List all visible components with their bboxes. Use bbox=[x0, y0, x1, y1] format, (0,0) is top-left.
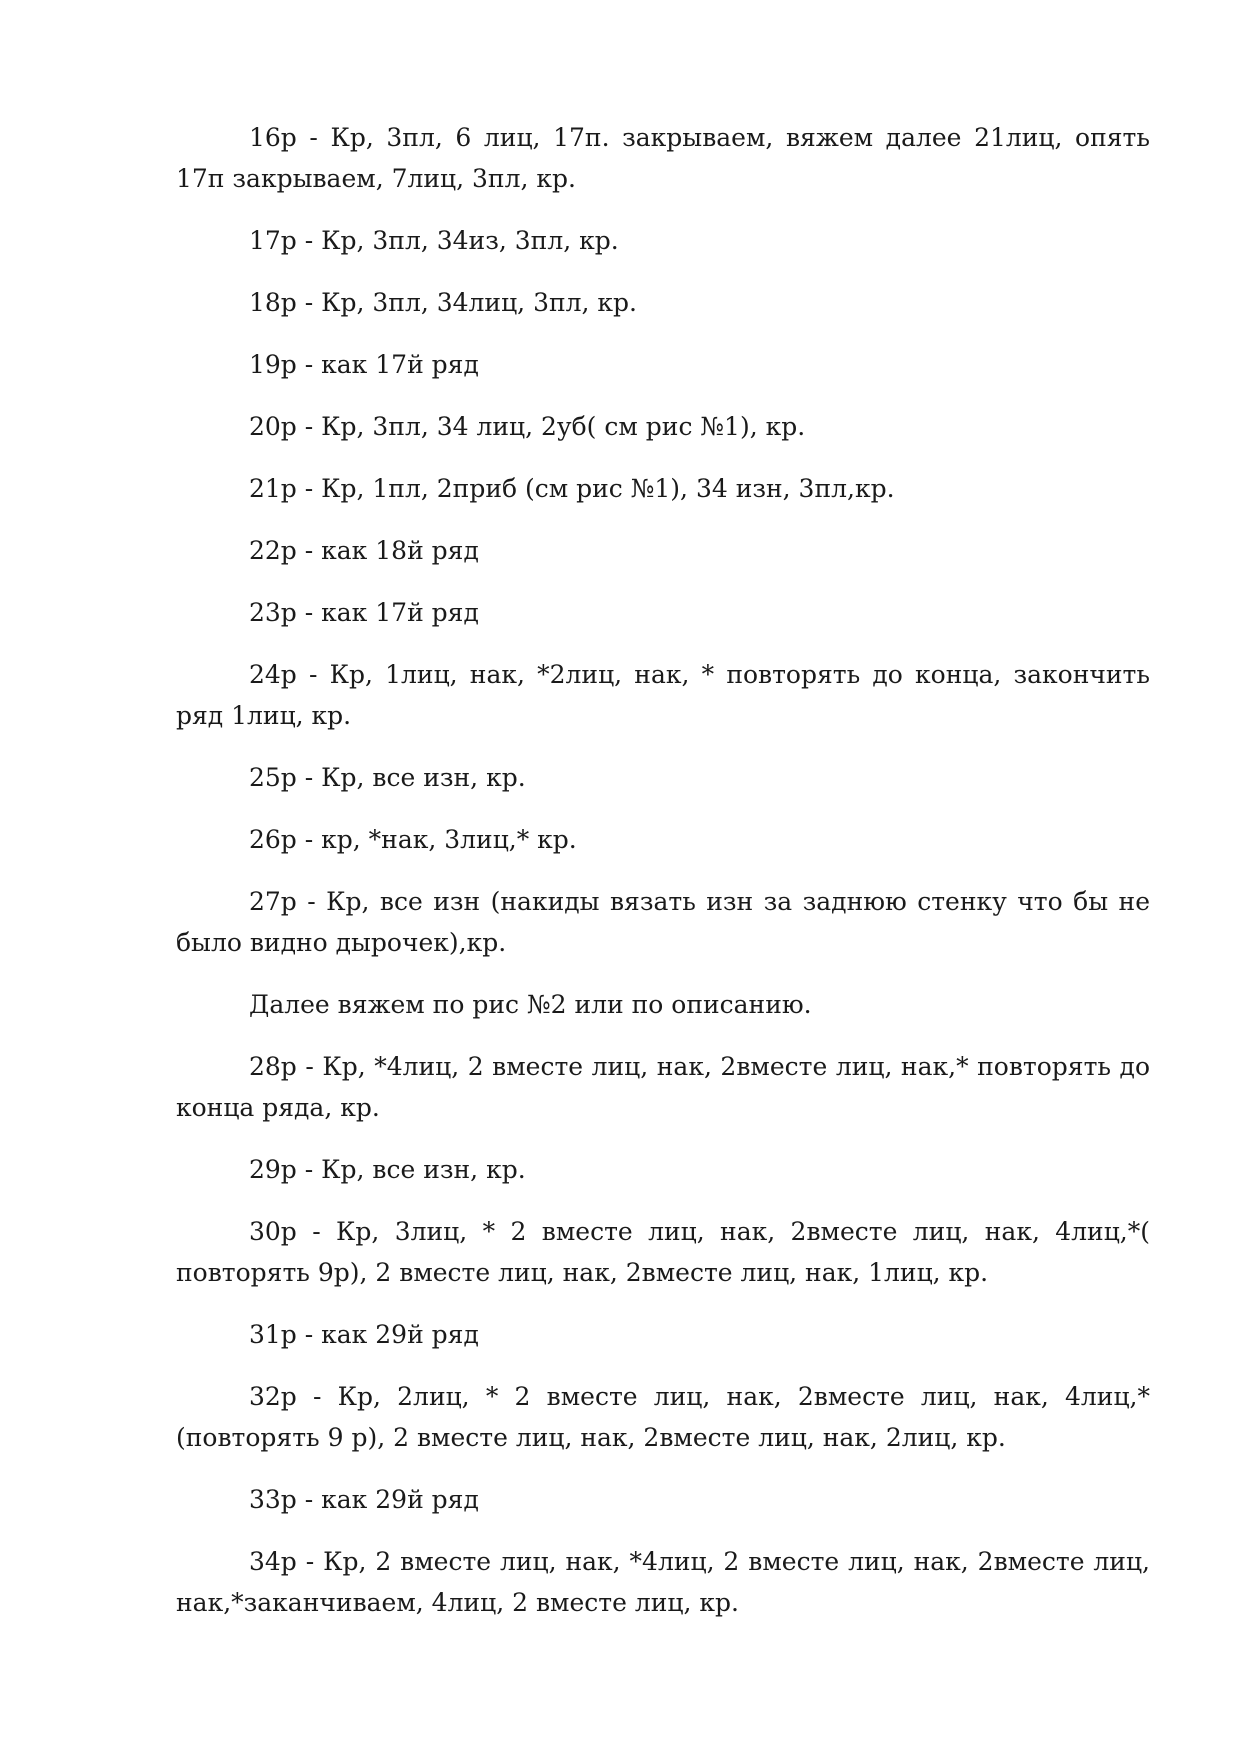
paragraph-row-28: 28р - Кр, *4лиц, 2 вместе лиц, нак, 2вместе лиц, нак,* повторять до конца ряда, кр. bbox=[176, 1052, 1150, 1122]
paragraph-row-20: 20р - Кр, 3пл, 34 лиц, 2уб( см рис №1), кр. bbox=[249, 412, 806, 441]
paragraph-row-19: 19р - как 17й ряд bbox=[249, 350, 479, 379]
paragraph-pattern-note: Далее вяжем по рис №2 или по описанию. bbox=[249, 990, 812, 1019]
document-body bbox=[176, 117, 1150, 1644]
paragraph-row-24: 24р - Кр, 1лиц, нак, *2лиц, нак, * повторять до конца, закончить ряд 1лиц, кр. bbox=[176, 660, 1150, 730]
paragraph-row-33: 33р - как 29й ряд bbox=[249, 1485, 479, 1514]
paragraph-row-23: 23р - как 17й ряд bbox=[249, 598, 479, 627]
paragraph-row-29: 29р - Кр, все изн, кр. bbox=[249, 1155, 526, 1184]
paragraph-row-27: 27р - Кр, все изн (накиды вязать изн за заднюю стенку что бы не было видно дырочек),кр. bbox=[176, 887, 1150, 957]
paragraph-row-22: 22р - как 18й ряд bbox=[249, 536, 479, 565]
paragraph-row-25: 25р - Кр, все изн, кр. bbox=[249, 763, 526, 792]
paragraph-row-21: 21р - Кр, 1пл, 2приб (см рис №1), 34 изн, 3пл,кр. bbox=[249, 474, 895, 503]
paragraph-row-26: 26р - кр, *нак, 3лиц,* кр. bbox=[249, 825, 577, 854]
paragraph-row-18: 18р - Кр, 3пл, 34лиц, 3пл, кр. bbox=[249, 288, 637, 317]
paragraph-row-17: 17р - Кр, 3пл, 34из, 3пл, кр. bbox=[249, 226, 619, 255]
paragraph-row-16: 16р - Кр, 3пл, 6 лиц, 17п. закрываем, вяжем далее 21лиц, опять 17п закрываем, 7лиц, 3пл, кр. bbox=[176, 123, 1150, 193]
paragraph-row-30: 30р - Кр, 3лиц, * 2 вместе лиц, нак, 2вместе лиц, нак, 4лиц,*( повторять 9р), 2 вместе лиц, нак, 2вместе лиц, нак, 1лиц, кр. bbox=[176, 1217, 1150, 1287]
paragraph-row-34: 34р - Кр, 2 вместе лиц, нак, *4лиц, 2 вместе лиц, нак, 2вместе лиц, нак,*заканчиваем, 4лиц, 2 вместе лиц, кр. bbox=[176, 1547, 1150, 1617]
paragraph-row-32: 32р - Кр, 2лиц, * 2 вместе лиц, нак, 2вместе лиц, нак, 4лиц,*(повторять 9 р), 2 вместе лиц, нак, 2вместе лиц, нак, 2лиц, кр. bbox=[176, 1382, 1150, 1452]
paragraph-row-31: 31р - как 29й ряд bbox=[249, 1320, 479, 1349]
